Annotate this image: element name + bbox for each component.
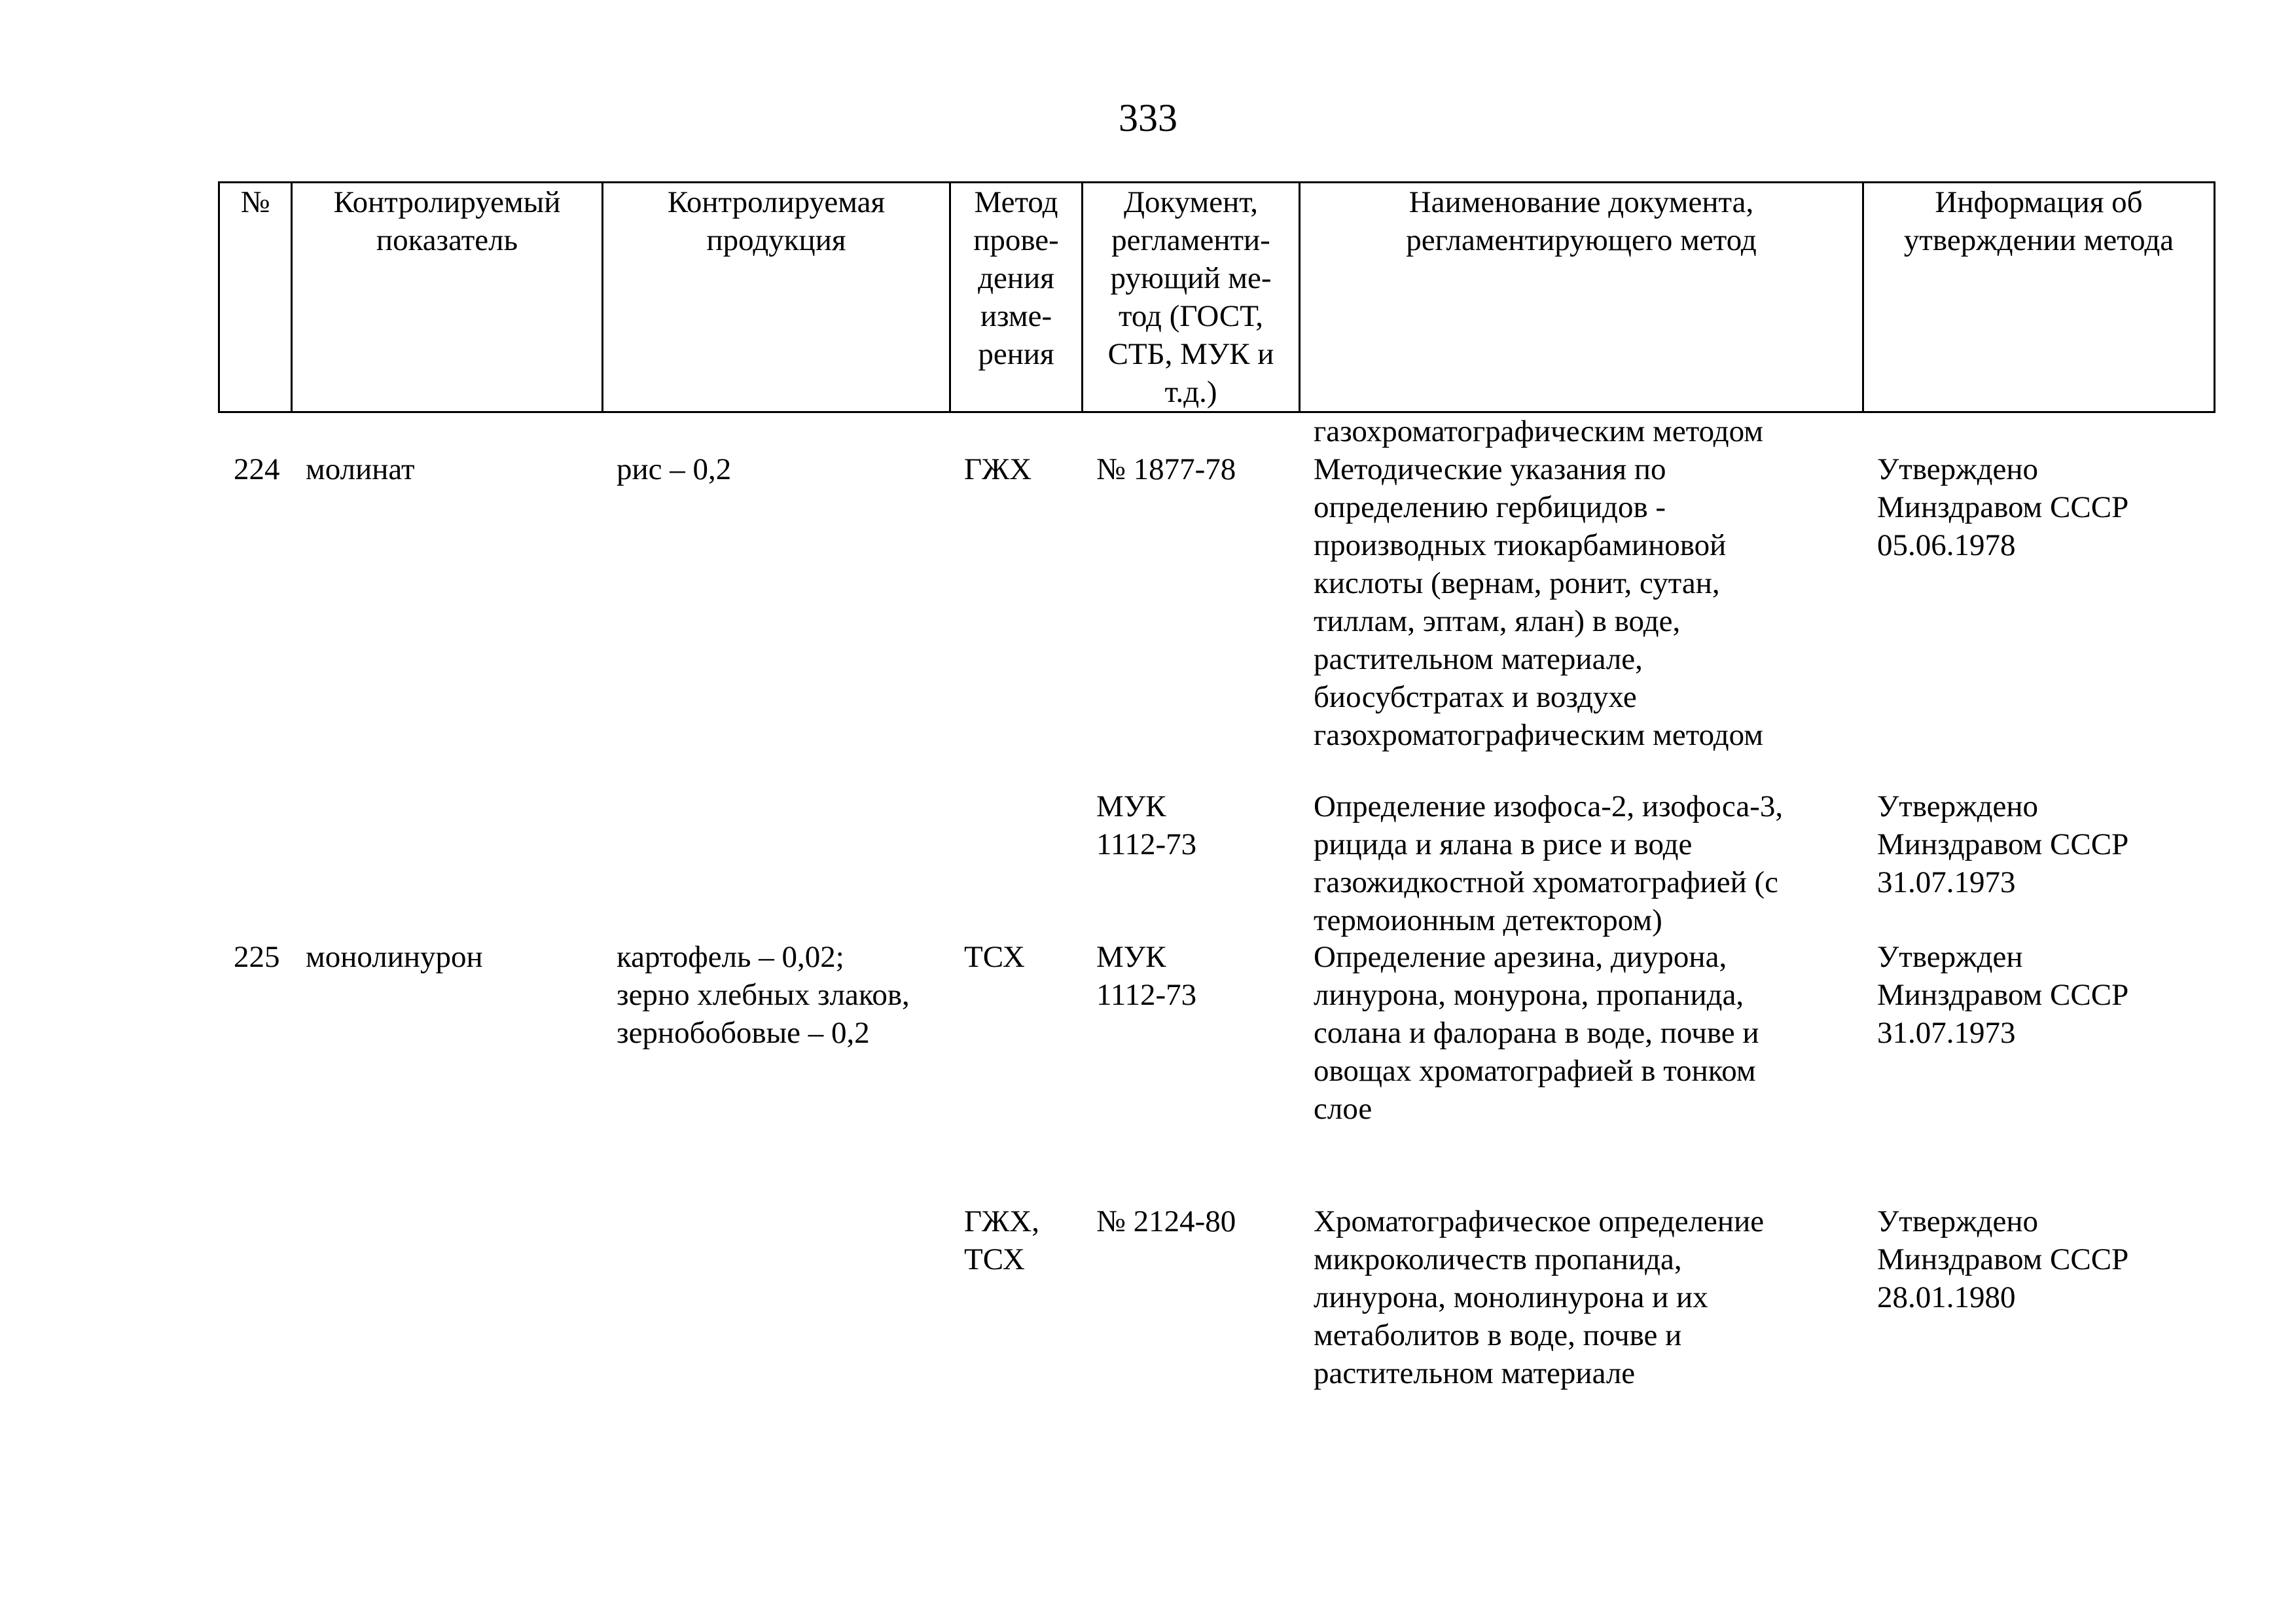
row-225b-method: ГЖХ, ТСХ bbox=[964, 1204, 1039, 1276]
row-224-number: 224 bbox=[234, 452, 280, 486]
header-number: № bbox=[219, 183, 292, 412]
row-224-document-name: Методические указания по определению гербицидов - производных тиокарбаминовой кислоты (вернам, ронит, сутан, тиллам, эптам, ялан) в воде, растительном материале, биосубстратах и воздухе газохроматографическим методом bbox=[1314, 452, 1764, 752]
row-224b-document-name: Определение изофоса-2, изофоса-3, рицида и ялана в рисе и воде газожидкостной хроматографией (с термоионным детектором) bbox=[1314, 789, 1784, 937]
row-225-indicator: монолинурон bbox=[306, 940, 483, 974]
row-225b-approval-info: Утверждено Минздравом СССР 28.01.1980 bbox=[1877, 1204, 2129, 1314]
header-method: Метод прове- дения изме- рения bbox=[950, 183, 1083, 412]
page-number: 333 bbox=[1119, 96, 1177, 139]
row-225-document-name: Определение арезина, диурона, линурона, монурона, пропанида, солана и фалорана в воде, почве и овощах хроматографией в тонком слое bbox=[1314, 940, 1759, 1126]
row-225-approval-info: Утвержден Минздравом СССР 31.07.1973 bbox=[1877, 940, 2129, 1050]
row-225-product: картофель – 0,02; зерно хлебных злаков, зернобобовые – 0,2 bbox=[617, 940, 910, 1050]
row-224-indicator: молинат bbox=[306, 452, 415, 486]
row-224-approval-info: Утверждено Минздравом СССР 05.06.1978 bbox=[1877, 452, 2129, 562]
header-document: Документ, регламенти- рующий ме- тод (ГОСТ, СТБ, МУК и т.д.) bbox=[1083, 183, 1300, 412]
header-indicator: Контролируемый показатель bbox=[292, 183, 603, 412]
continuation-text: газохроматографическим методом bbox=[1314, 414, 1764, 448]
row-224-method: ГЖХ bbox=[964, 452, 1032, 486]
header-document-name: Наименование документа, регламентирующего метод bbox=[1300, 183, 1863, 412]
row-224b-document: МУК 1112-73 bbox=[1096, 789, 1197, 861]
row-224b-approval-info: Утверждено Минздравом СССР 31.07.1973 bbox=[1877, 789, 2129, 899]
header-product: Контролируемая продукция bbox=[603, 183, 950, 412]
row-225-method: ТСХ bbox=[964, 940, 1025, 974]
row-225b-document-name: Хроматографическое определение микроколичеств пропанида, линурона, монолинурона и их метаболитов в воде, почве и растительном материале bbox=[1314, 1204, 1765, 1390]
row-224-document: № 1877-78 bbox=[1096, 452, 1236, 486]
row-225-number: 225 bbox=[234, 940, 280, 974]
row-225-document: МУК 1112-73 bbox=[1096, 940, 1197, 1012]
row-224-product: рис – 0,2 bbox=[617, 452, 732, 486]
header-approval-info: Информация об утверждении метода bbox=[1863, 183, 2215, 412]
table-header bbox=[218, 181, 2215, 413]
row-225b-document: № 2124-80 bbox=[1096, 1204, 1236, 1238]
